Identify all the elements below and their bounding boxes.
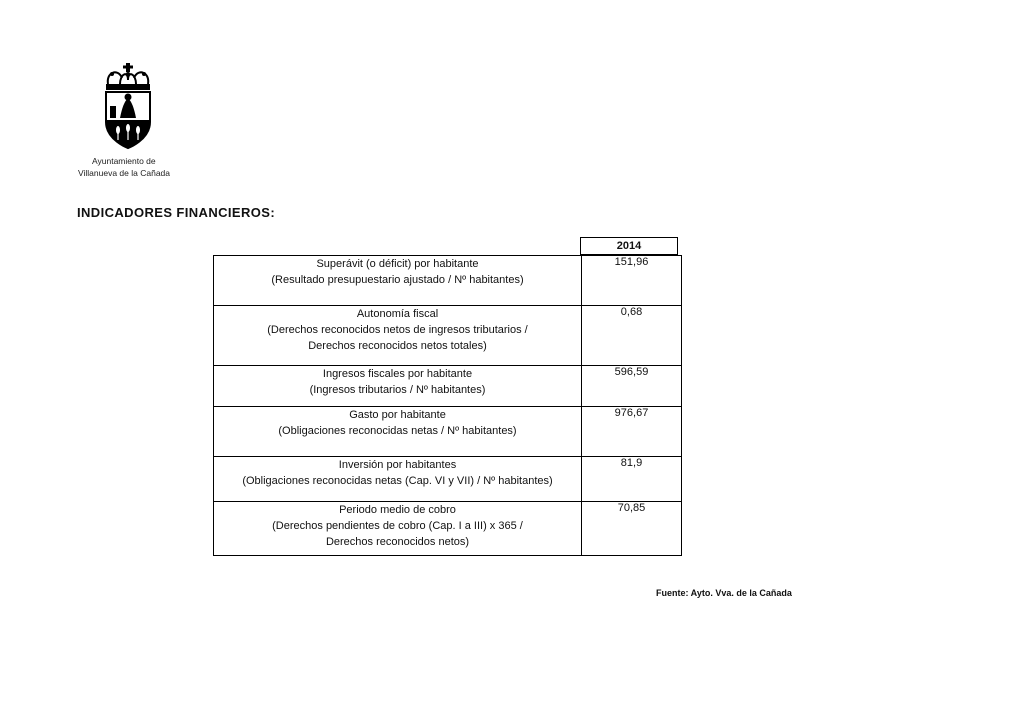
indicator-description: (Ingresos tributarios / Nº habitantes) [309,384,486,396]
indicator-value: 976,67 [582,407,682,457]
organization-name-line1: Ayuntamiento de [92,156,156,166]
indicator-label-cell [214,407,582,457]
table-row [214,256,682,306]
indicator-label-cell [214,256,582,306]
table-row [214,366,682,407]
table-row [214,306,682,366]
indicator-title: Inversión por habitantes [338,459,457,471]
indicator-label-cell [214,502,582,556]
indicator-label-cell [214,366,582,407]
indicator-description: (Obligaciones reconocidas netas (Cap. VI y VII) / Nº habitantes) [242,475,553,487]
indicator-title: Autonomía fiscal [356,308,439,320]
indicator-description: (Resultado presupuestario ajustado / Nº habitantes) [271,274,524,286]
indicator-value: 81,9 [582,457,682,502]
indicator-description: (Obligaciones reconocidas netas / Nº habitantes) [278,425,517,437]
table-row [214,457,682,502]
indicator-value: 596,59 [582,366,682,407]
indicator-description: (Derechos pendientes de cobro (Cap. I a III) x 365 / [272,520,523,532]
organization-name-line2: Villanueva de la Cañada [78,168,170,178]
indicator-value: 0,68 [582,306,682,366]
table-row [214,502,682,556]
section-title: INDICADORES FINANCIEROS: [77,205,276,220]
indicator-title: Gasto por habitante [349,409,446,421]
indicator-description: (Derechos reconocidos netos de ingresos tributarios / [267,324,528,336]
table-row [214,407,682,457]
indicator-value: 70,85 [582,502,682,556]
indicator-title: Periodo medio de cobro [339,504,456,516]
indicator-value: 151,96 [582,256,682,306]
indicator-label-cell [214,457,582,502]
year-header-cell: 2014 [580,237,678,255]
indicator-title: Superávit (o déficit) por habitante [316,258,479,270]
indicator-title: Ingresos fiscales por habitante [322,368,473,380]
source-note: Fuente: Ayto. Vva. de la Cañada [656,588,792,598]
indicator-description: Derechos reconocidos netos) [325,536,470,548]
financial-indicators-table [213,255,682,556]
municipal-crest-logo [100,60,156,156]
indicator-description: Derechos reconocidos netos totales) [308,340,487,352]
indicator-label-cell [214,306,582,366]
